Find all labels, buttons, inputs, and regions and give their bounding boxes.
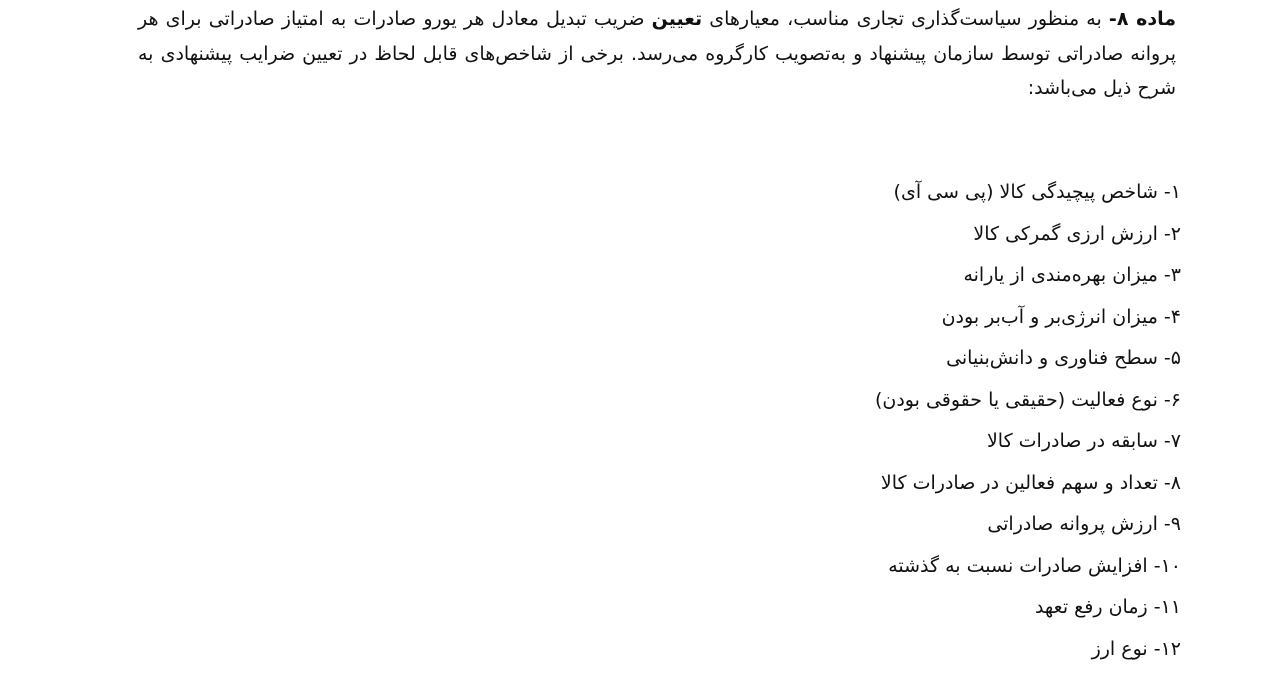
article-body-text: ضریب تبدیل معادل هر یورو صادرات به امتیاز صادراتی برای هر پروانه صادراتی توسط سازمان پیشنهاد و به‌تصویب کارگروه می‌رسد. برخی از شاخص‌های قابل لحاظ در تعیین ضرایب پیشنهادی به شرح ذیل می‌باشد: xyxy=(138,8,1176,99)
criteria-item-8: ۸- تعداد و سهم فعالین در صادرات کالا xyxy=(880,471,1181,494)
criteria-item-4: ۴- میزان انرژی‌بر و آب‌بر بودن xyxy=(941,305,1181,328)
criteria-item-12: ۱۲- نوع ارز xyxy=(1091,637,1181,660)
criteria-item-5: ۵- سطح فناوری و دانش‌بنیانی xyxy=(946,347,1181,369)
criteria-item-11: ۱۱- زمان رفع تعهد xyxy=(1034,596,1181,618)
criteria-item-2: ۲- ارزش ارزی گمرکی کالا xyxy=(973,222,1181,245)
criteria-item-1: ۱- شاخص پیچیدگی کالا (پی سی آی) xyxy=(893,181,1181,203)
criteria-item-9: ۹- ارزش پروانه صادراتی xyxy=(987,513,1181,535)
criteria-item-3: ۳- میزان بهره‌مندی از یارانه xyxy=(963,264,1181,286)
article-bold-phrase: تعیین xyxy=(651,8,703,30)
article-intro-text: به منظور سیاست‌گذاری تجاری مناسب، معیارهای xyxy=(702,8,1109,30)
criteria-item-7: ۷- سابقه در صادرات کالا xyxy=(986,430,1181,452)
article-label: ماده ۸- xyxy=(1108,8,1177,30)
criteria-list xyxy=(561,172,1181,670)
criteria-item-6: ۶- نوع فعالیت (حقیقی یا حقوقی بودن) xyxy=(874,388,1181,411)
article-paragraph xyxy=(138,2,1176,106)
criteria-item-10: ۱۰- افزایش صادرات نسبت به گذشته xyxy=(888,554,1181,577)
